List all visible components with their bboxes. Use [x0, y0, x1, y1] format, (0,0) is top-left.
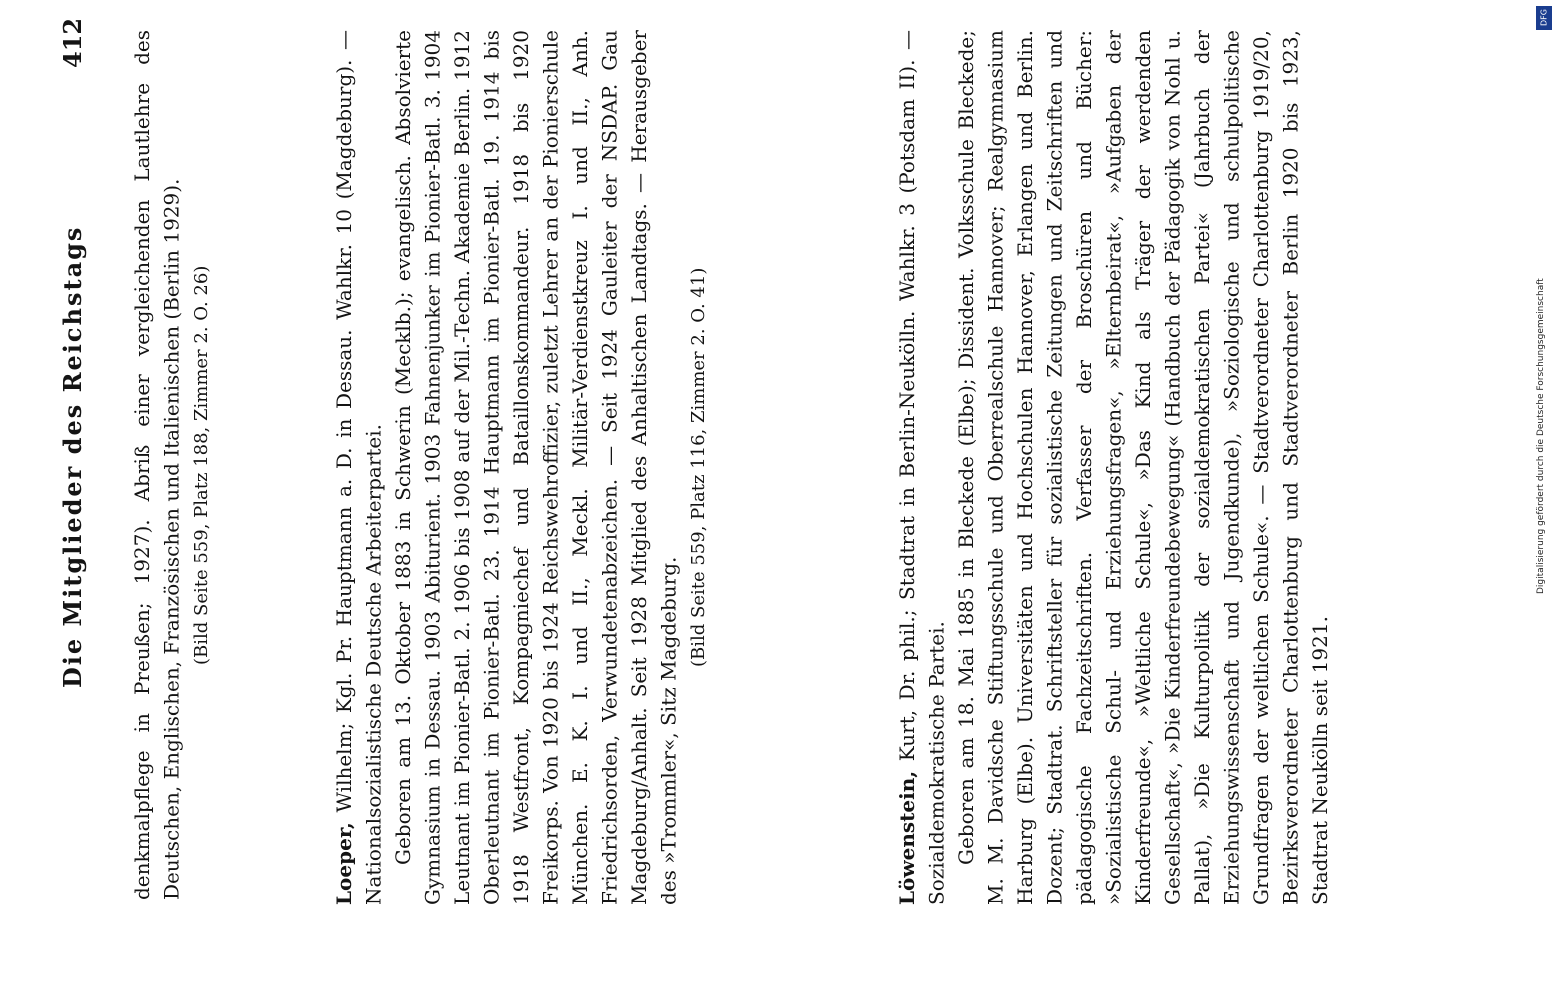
- continuation-image-note: (Bild Seite 559, Platz 188, Zimmer 2. O. 26): [191, 265, 212, 665]
- entry-head-text: Wilhelm; Kgl. Pr. Hauptmann a. D. in Dessau. Wahlkr. 10 (Magdeburg). — Nationalsozialistische Deutsche Arbeiterpartei.: [332, 30, 386, 905]
- entry-head: [330, 30, 389, 905]
- entry-body: Geboren am 13. Oktober 1883 in Schwerin (Mecklb.); evangelisch. Absolvierte Gymnasium in Dessau. 1903 Abiturient. 1903 Fahnenjunker im Pionier-Batl. 3. 1904 Leutnant im Pionier-Batl. 2. 1906 bis 1908 auf der Mil.-Techn. Akademie Berlin. 1912 Oberleutnant im Pionier-Batl. 23. 1914 Hauptmann im Pionier-Batl. 19. 1914 bis 1918 Westfront, Kompagniechef und Bataillonskommandeur. 1918 bis 1920 Freikorps. Von 1920 bis 1924 Reichswehroffizier, zuletzt Lehrer an der Pionierschule München. E. K. I. und II., Meckl. Militär-Verdienstkreuz I. und II., Anh. Friedrichsorden, Verwundetenabzeichen. — Seit 1924 Gauleiter der NSDAP. Gau Magdeburg/Anhalt. Seit 1928 Mitglied des Anhaltischen Landtags. — Herausgeber des »Trommler«, Sitz Magdeburg.: [391, 30, 681, 905]
- entry-name: Loeper,: [332, 822, 356, 905]
- entry-image-note: (Bild Seite 559, Platz 116, Zimmer 2. O. 41): [688, 267, 709, 668]
- entry-name: Löwenstein,: [895, 770, 919, 905]
- continuation-column: [128, 30, 238, 900]
- dfg-logo: DFG: [1536, 6, 1552, 30]
- entry-head: [893, 30, 952, 905]
- entry-loeper: [330, 30, 810, 905]
- continuation-text: denkmalpflege in Preußen; 1927). Abriß einer vergleichenden Lautlehre des Deutschen, Englischen, Französischen und Italienischen (Berlin 1929).: [130, 30, 184, 900]
- digitization-credit: Digitalisierung gefördert durch die Deutsche Forschungsgemeinschaft: [1536, 278, 1546, 594]
- entry-loewenstein: [893, 30, 1448, 905]
- entry-head-text: Kurt, Dr. phil.; Stadtrat in Berlin-Neukölln. Wahlkr. 3 (Potsdam II). — Sozialdemokratische Partei.: [895, 30, 949, 905]
- page-number: 412: [58, 18, 87, 69]
- running-head: Die Mitglieder des Reichstags: [58, 225, 87, 688]
- entry-body: Geboren am 18. Mai 1885 in Bleckede (Elbe); Dissident. Volksschule Bleckede; M. M. Davidsche Stiftungsschule und Oberrealschule Hannover; Realgymnasium Harburg (Elbe). Universitäten und Hochschulen Hannover, Erlangen und Berlin. Dozent; Stadtrat. Schriftsteller für sozialistische Zeitungen und Zeitschriften und pädagogische Fachzeitschriften. Verfasser der Broschüren und Bücher: »Sozialistische Schul- und Erziehungsfragen«, »Elternbeirat«, »Aufgaben der Kinderfreunde«, »Weltliche Schule«, »Das Kind als Träger der werdenden Gesellschaft«, »Die Kinderfreundebewegung« (Handbuch der Pädagogik von Nohl u. Pallat), »Die Kulturpolitik der sozialdemokratischen Partei« (Jahrbuch der Erziehungswissenschaft und Jugendkunde), »Soziologische und schulpolitische Grundfragen der weltlichen Schule«. — Stadtverordneter Charlottenburg 1919/20, Bezirksverordneter Charlottenburg und Stadtverordneter Berlin 1920 bis 1923, Stadtrat Neukölln seit 1921.: [954, 30, 1332, 905]
- page-header: [58, 18, 102, 938]
